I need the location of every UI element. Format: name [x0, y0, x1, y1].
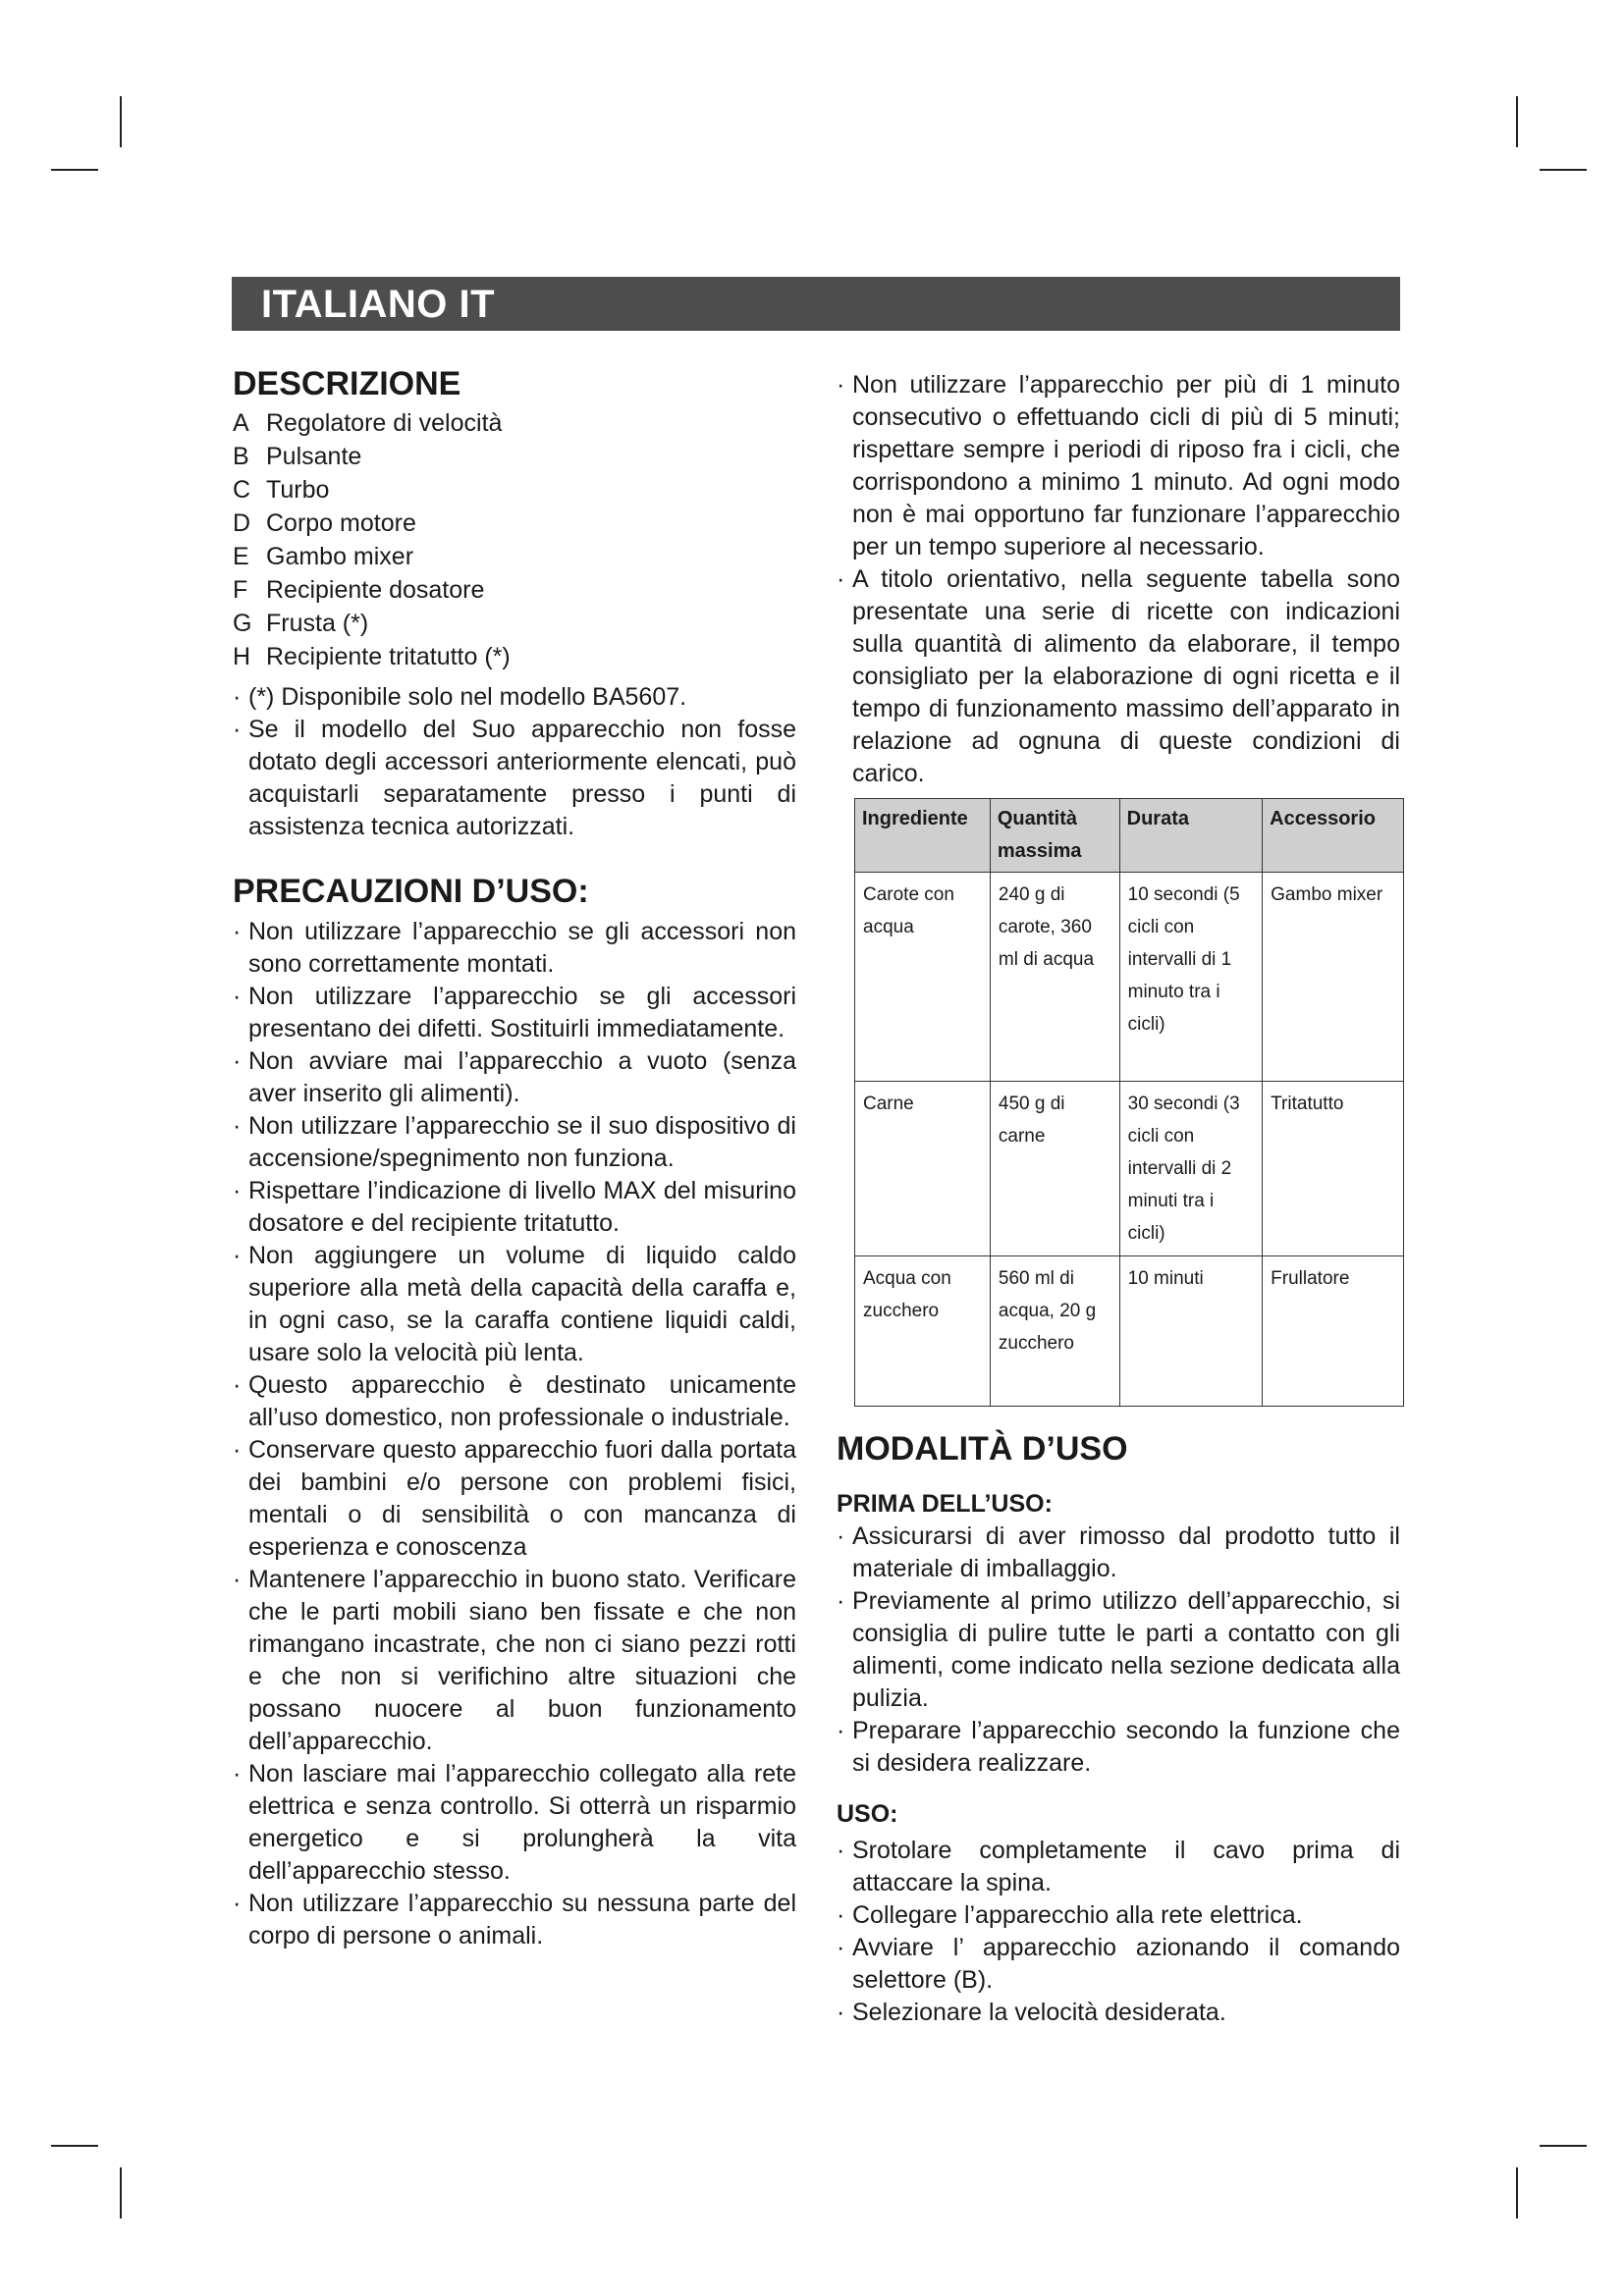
crop-mark [51, 2145, 98, 2147]
precauzione-item: · Non lasciare mai l’apparecchio collegato alla rete elettrica e senza controllo. Si otterrà un risparmio energetico e si prolungherà la vita dell’apparecchio stesso. [233, 1758, 796, 1888]
table-cell: Frullatore [1263, 1256, 1404, 1407]
crop-mark [1516, 96, 1518, 147]
table-header-cell: Ingrediente [855, 799, 991, 873]
table-cell: 240 g di carote, 360 ml di acqua [990, 873, 1119, 1082]
precauzione-item: · Non utilizzare l’apparecchio se gli accessori presentano dei difetti. Sostituirli immediatamente. [233, 981, 796, 1045]
table-cell: Acqua con zucchero [855, 1256, 991, 1407]
precauzioni-list [233, 916, 796, 1952]
prima-heading: PRIMA DELL’USO: [837, 1490, 1053, 1518]
precauzione-item: · Rispettare l’indicazione di livello MAX del misurino dosatore e del recipiente tritatutto. [233, 1175, 796, 1240]
usage-note-item: · A titolo orientativo, nella seguente tabella sono presentate una serie di ricette con indicazioni sulla quantità di alimento da elaborare, il tempo consigliato per la elaborazione di ogni ricetta e il tempo di funzionamento massimo dell’apparato in relazione ad ognuna di queste condizioni di carico. [837, 563, 1400, 790]
precauzione-item: · Non utilizzare l’apparecchio se il suo dispositivo di accensione/spegnimento non funziona. [233, 1110, 796, 1175]
usage-notes [837, 369, 1400, 790]
table-header-cell: Durata [1119, 799, 1263, 873]
table-header-cell: Accessorio [1263, 799, 1404, 873]
prima-item: · Preparare l’apparecchio secondo la funzione che si desidera realizzare. [837, 1715, 1400, 1780]
table-cell: 30 secondi (3 cicli con intervalli di 2 minuti tra i cicli) [1119, 1082, 1263, 1256]
descrizione-notes [233, 681, 796, 843]
right-column [837, 369, 1400, 2029]
parts-list-item: C Turbo [233, 476, 330, 504]
parts-list-item: H Recipiente tritatutto (*) [233, 643, 511, 670]
precauzione-item: · Non utilizzare l’apparecchio su nessuna parte del corpo di persone o animali. [233, 1888, 796, 1952]
table-cell: Gambo mixer [1263, 873, 1404, 1082]
modalita-heading: MODALITÀ D’USO [837, 1430, 1128, 1468]
table-header-cell: Quantità massima [990, 799, 1119, 873]
usage-note-item: · Non utilizzare l’apparecchio per più di 1 minuto consecutivo o effettuando cicli di più di 5 minuti; rispettare sempre i periodi di riposo fra i cicli, che corrispondono a minimo 1 minuto. Ad ogni modo non è mai opportuno far funzionare l’apparecchio per un tempo superiore al necessario. [837, 369, 1400, 563]
crop-mark [120, 96, 122, 147]
precauzione-item: · Conservare questo apparecchio fuori dalla portata dei bambini e/o persone con problemi fisici, mentali o di sensibilità o con mancanza di esperienza e conoscenza [233, 1434, 796, 1564]
table-cell: Carne [855, 1082, 991, 1256]
precauzione-item: · Mantenere l’apparecchio in buono stato. Verificare che le parti mobili siano ben fissate e che non rimangano incastrate, che non ci siano pezzi rotti e che non si verifichino altre situazioni che possano nuocere al buon funzionamento dell’apparecchio. [233, 1564, 796, 1758]
table-row [855, 1256, 1404, 1407]
parts-list-item: B Pulsante [233, 443, 362, 470]
table-row [855, 873, 1404, 1082]
precauzioni-heading: PRECAUZIONI D’USO: [233, 873, 589, 910]
crop-mark [1540, 169, 1587, 171]
precauzione-item: · Non utilizzare l’apparecchio se gli accessori non sono correttamente montati. [233, 916, 796, 981]
table-row [855, 1082, 1404, 1256]
table-cell: 10 minuti [1119, 1256, 1263, 1407]
parts-list-item: E Gambo mixer [233, 543, 414, 570]
recipe-table [854, 798, 1404, 1407]
prima-item: · Previamente al primo utilizzo dell’apparecchio, si consiglia di pulire tutte le parti a contatto con gli alimenti, come indicato nella sezione dedicata alla pulizia. [837, 1585, 1400, 1715]
crop-mark [1540, 2145, 1587, 2147]
uso-item: · Collegare l’apparecchio alla rete elettrica. [837, 1899, 1400, 1932]
uso-list [837, 1835, 1400, 2029]
precauzione-item: · Non avviare mai l’apparecchio a vuoto (senza aver inserito gli alimenti). [233, 1045, 796, 1110]
table-cell: Carote con acqua [855, 873, 991, 1082]
uso-item: · Avviare l’ apparecchio azionando il comando selettore (B). [837, 1932, 1400, 1997]
note-item: · Se il modello del Suo apparecchio non fosse dotato degli accessori anteriormente elencati, può acquistarli separatamente presso i punti di assistenza tecnica autorizzati. [233, 714, 796, 843]
table-cell: 450 g di carne [990, 1082, 1119, 1256]
prima-item: · Assicurarsi di aver rimosso dal prodotto tutto il materiale di imballaggio. [837, 1521, 1400, 1585]
uso-heading: USO: [837, 1800, 898, 1828]
uso-item: · Srotolare completamente il cavo prima di attaccare la spina. [837, 1835, 1400, 1899]
table-cell: 10 secondi (5 cicli con intervalli di 1 minuto tra i cicli) [1119, 873, 1263, 1082]
crop-mark [51, 169, 98, 171]
table-cell: 560 ml di acqua, 20 g zucchero [990, 1256, 1119, 1407]
uso-item: · Selezionare la velocità desiderata. [837, 1997, 1400, 2029]
precauzione-item: · Non aggiungere un volume di liquido caldo superiore alla metà della capacità della caraffa e, in ogni caso, se la caraffa contiene liquidi caldi, usare solo la velocità più lenta. [233, 1240, 796, 1369]
parts-list [233, 406, 796, 673]
parts-list-item: A Regolatore di velocità [233, 409, 503, 437]
parts-list-item: D Corpo motore [233, 509, 416, 537]
left-column [233, 363, 796, 1952]
table-header-row [855, 799, 1404, 873]
note-item: · (*) Disponibile solo nel modello BA5607. [233, 681, 796, 714]
descrizione-heading: DESCRIZIONE [233, 365, 461, 402]
crop-mark [120, 2167, 122, 2218]
prima-list [837, 1521, 1400, 1780]
table-cell: Tritatutto [1263, 1082, 1404, 1256]
banner-title: ITALIANO IT [261, 283, 496, 326]
parts-list-item: G Frusta (*) [233, 610, 369, 637]
precauzione-item: · Questo apparecchio è destinato unicamente all’uso domestico, non professionale o industriale. [233, 1369, 796, 1434]
crop-mark [1516, 2167, 1518, 2218]
parts-list-item: F Recipiente dosatore [233, 576, 485, 604]
language-banner [232, 277, 1400, 331]
